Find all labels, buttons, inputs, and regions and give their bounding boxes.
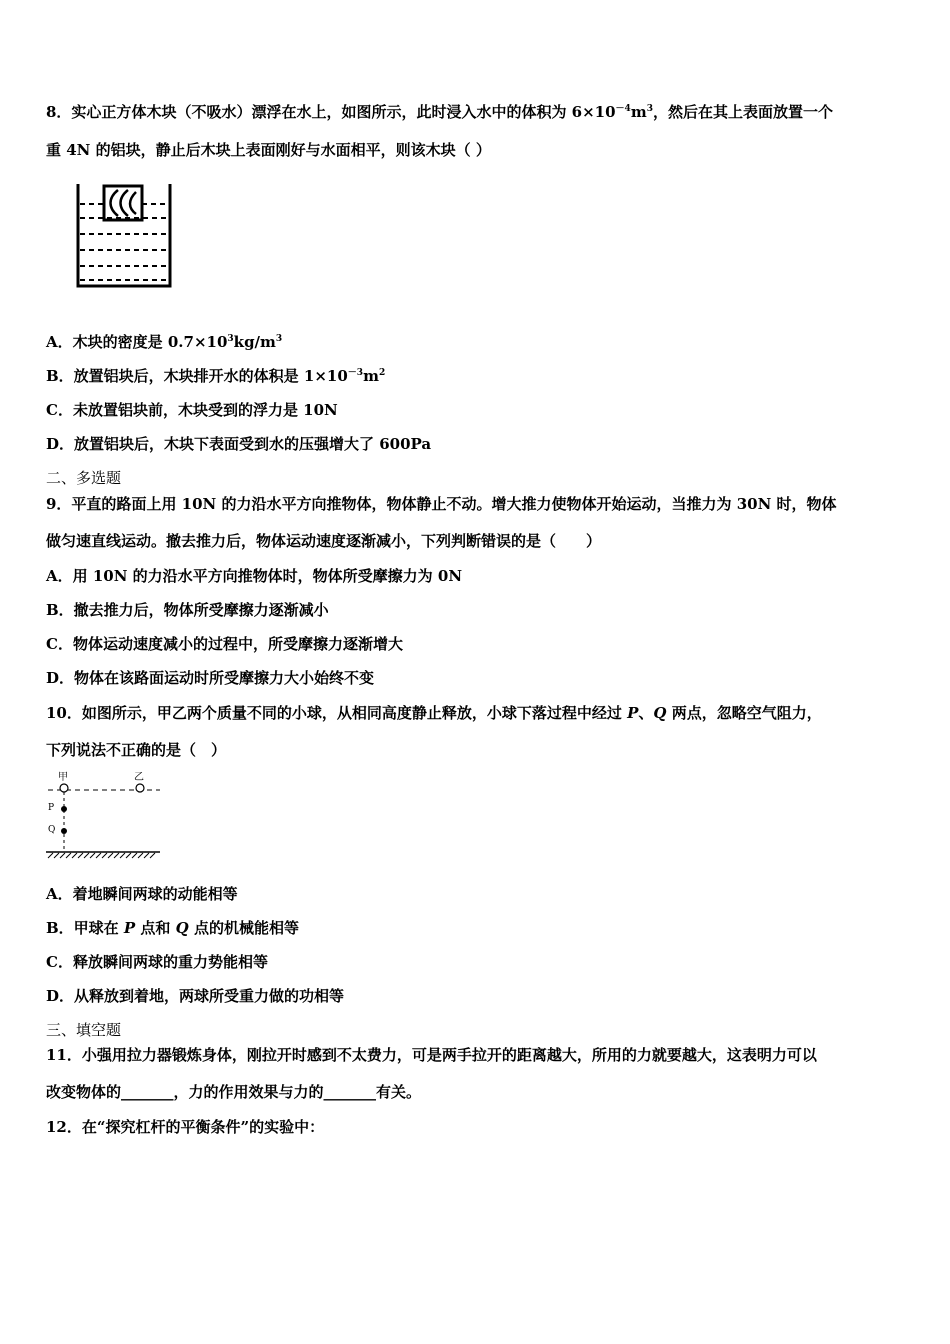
label-yi: 乙	[134, 772, 144, 783]
q10-stem-line2: 下列说法不正确的是（ ）	[46, 741, 227, 759]
q10-option-d: D．从释放到着地，两球所受重力做的功相等	[46, 987, 345, 1005]
falling-balls-diagram	[44, 768, 164, 862]
floating-block-diagram	[74, 180, 184, 292]
q8-option-d: D．放置铝块后，木块下表面受到水的压强增大了 600Pa	[46, 435, 432, 453]
q11-stem-line2: 改变物体的_______，力的作用效果与力的_______有关。	[46, 1083, 422, 1101]
label-p: P	[48, 803, 55, 813]
q9-option-a: A．用 10N 的力沿水平方向推物体时，物体所受摩擦力为 0N	[46, 567, 463, 585]
section-heading-multiple-choice: 二、多选题	[46, 469, 122, 487]
q11-stem-line1: 11．小强用拉力器锻炼身体，刚拉开时感到不太费力，可是两手拉开的距离越大，所用的力就要越大，这表明力可以	[46, 1046, 817, 1064]
q10-option-c: C．释放瞬间两球的重力势能相等	[46, 953, 268, 971]
q10-stem-line1: 10．如图所示，甲乙两个质量不同的小球，从相同高度静止释放，小球下落过程中经过 P、Q 两点，忽略空气阻力，	[46, 704, 822, 722]
q8-option-a: A．木块的密度是 $0.7\times 10^3kg/m^3$	[46, 333, 283, 351]
label-jia: 甲	[58, 772, 68, 783]
q12-stem-line1: 12．在“探究杠杆的平衡条件”的实验中：	[46, 1118, 325, 1136]
q9-option-d: D．物体在该路面运动时所受摩擦力大小始终不变	[46, 669, 375, 687]
q11-blank-2[interactable]: _______	[323, 1083, 377, 1101]
section-heading-fill-in: 三、填空题	[46, 1021, 122, 1039]
label-q: Q	[48, 825, 56, 835]
q8-stem-line1: 8．实心正方体木块（不吸水）漂浮在水上，如图所示，此时浸入水中的体积为 $6\times 10^{-4}m^3$，然后在其上表面放置一个	[46, 103, 833, 121]
q9-option-b: B．撤去推力后，物体所受摩擦力逐渐减小	[46, 601, 329, 619]
q10-option-a: A．着地瞬间两球的动能相等	[46, 885, 238, 903]
q9-option-c: C．物体运动速度减小的过程中，所受摩擦力逐渐增大	[46, 635, 403, 653]
q8-stem-line2: 重 4N 的铝块，静止后木块上表面刚好与水面相平，则该木块（ ）	[46, 141, 491, 159]
q8-option-b: B．放置铝块后，木块排开水的体积是 $1\times 10^{-3}m^2$	[46, 367, 386, 385]
q8-option-c: C．未放置铝块前，木块受到的浮力是 10N	[46, 401, 338, 419]
q9-stem-line2: 做匀速直线运动。撤去推力后，物体运动速度逐渐减小，下列判断错误的是（ ）	[46, 532, 602, 550]
q11-blank-1[interactable]: _______	[121, 1083, 174, 1101]
q9-stem-line1: 9．平直的路面上用 10N 的力沿水平方向推物体，物体静止不动。增大推力使物体开始运动，当推力为 30N 时，物体	[46, 495, 837, 513]
q10-option-b: B．甲球在 P 点和 Q 点的机械能相等	[46, 919, 299, 937]
